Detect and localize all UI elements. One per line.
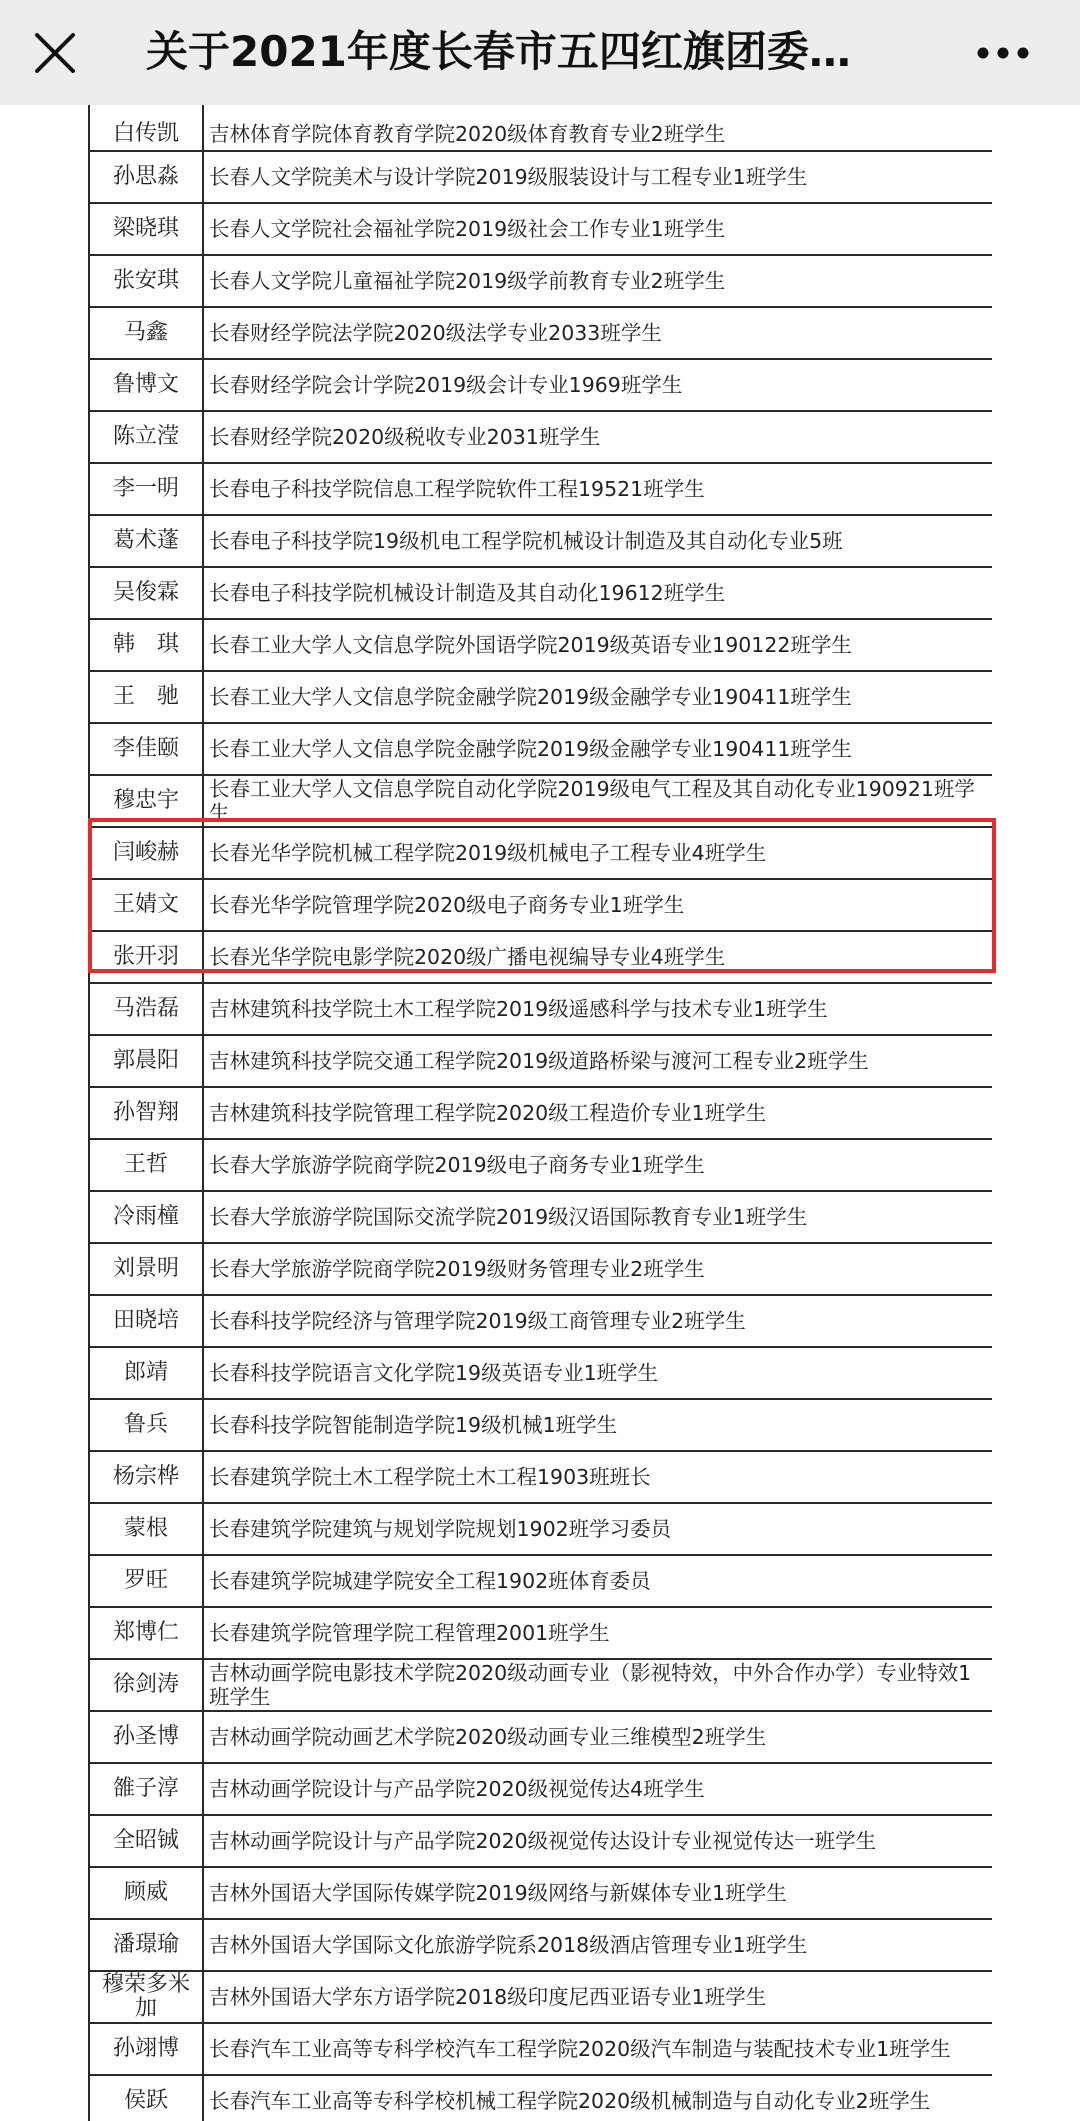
student-info-cell: 吉林建筑科技学院管理工程学院2020级工程造价专业1班学生 — [203, 1087, 992, 1139]
student-name-cell: 梁晓琪 — [89, 203, 203, 255]
student-info-cell: 长春人文学院社会福祉学院2019级社会工作专业1班学生 — [203, 203, 992, 255]
table-row — [89, 879, 992, 931]
table-row — [89, 2023, 992, 2075]
student-name-cell: 李一明 — [89, 463, 203, 515]
student-info-cell: 长春光华学院管理学院2020级电子商务专业1班学生 — [203, 879, 992, 931]
table-row — [89, 1087, 992, 1139]
student-name-cell: 田晓培 — [89, 1295, 203, 1347]
student-info-cell: 长春财经学院2020级税收专业2031班学生 — [203, 411, 992, 463]
student-name-cell: 闫峻赫 — [89, 827, 203, 879]
table-row — [89, 1451, 992, 1503]
student-info-cell: 吉林动画学院动画艺术学院2020级动画专业三维模型2班学生 — [203, 1711, 992, 1763]
table-row — [89, 411, 992, 463]
student-info-cell: 长春人文学院美术与设计学院2019级服装设计与工程专业1班学生 — [203, 151, 992, 203]
table-row — [89, 1711, 992, 1763]
table-row — [89, 619, 992, 671]
student-info-cell: 长春财经学院法学院2020级法学专业2033班学生 — [203, 307, 992, 359]
student-info-cell: 长春光华学院电影学院2020级广播电视编导专业4班学生 — [203, 931, 992, 983]
student-name-cell: 韩 琪 — [89, 619, 203, 671]
table-row — [89, 1607, 992, 1659]
student-info-cell: 长春建筑学院建筑与规划学院规划1902班学习委员 — [203, 1503, 992, 1555]
student-name-cell: 鲁兵 — [89, 1399, 203, 1451]
table-row — [89, 151, 992, 203]
student-info-cell: 吉林体育学院体育教育学院2020级体育教育专业2班学生 — [203, 105, 992, 151]
close-icon — [33, 31, 77, 75]
student-name-cell: 全昭铖 — [89, 1815, 203, 1867]
table-row — [89, 1659, 992, 1711]
student-info-cell: 长春科技学院智能制造学院19级机械1班学生 — [203, 1399, 992, 1451]
student-name-cell: 孙智翔 — [89, 1087, 203, 1139]
student-info-cell: 长春建筑学院城建学院安全工程1902班体育委员 — [203, 1555, 992, 1607]
table-row — [89, 1035, 992, 1087]
table-row — [89, 307, 992, 359]
student-info-cell: 长春电子科技学院19级机电工程学院机械设计制造及其自动化专业5班 — [203, 515, 992, 567]
student-info-cell: 长春科技学院语言文化学院19级英语专业1班学生 — [203, 1347, 992, 1399]
student-info-cell: 吉林动画学院设计与产品学院2020级视觉传达4班学生 — [203, 1763, 992, 1815]
student-name-cell: 王 驰 — [89, 671, 203, 723]
student-name-cell: 王哲 — [89, 1139, 203, 1191]
student-info-cell: 长春汽车工业高等专科学校机械工程学院2020级机械制造与自动化专业2班学生 — [203, 2075, 992, 2121]
table-row — [89, 1139, 992, 1191]
more-icon — [976, 46, 1030, 60]
student-info-cell: 长春工业大学人文信息学院自动化学院2019级电气工程及其自动化专业190921班学生 — [203, 775, 992, 827]
table-row — [89, 723, 992, 775]
student-name-cell: 孙思淼 — [89, 151, 203, 203]
student-info-cell: 吉林动画学院电影技术学院2020级动画专业（影视特效，中外合作办学）专业特效1班学生 — [203, 1659, 992, 1711]
student-info-cell: 长春人文学院儿童福祉学院2019级学前教育专业2班学生 — [203, 255, 992, 307]
table-row — [89, 1399, 992, 1451]
student-name-cell: 陈立滢 — [89, 411, 203, 463]
student-name-cell: 穆荣多米加 — [89, 1971, 203, 2023]
student-name-cell: 张开羽 — [89, 931, 203, 983]
student-name-cell: 吴俊霖 — [89, 567, 203, 619]
table-row — [89, 1555, 992, 1607]
student-name-cell: 罗旺 — [89, 1555, 203, 1607]
student-info-cell: 吉林动画学院设计与产品学院2020级视觉传达设计专业视觉传达一班学生 — [203, 1815, 992, 1867]
student-name-cell: 孙翊博 — [89, 2023, 203, 2075]
table-row — [89, 359, 992, 411]
table-row — [89, 105, 992, 151]
table-row — [89, 2075, 992, 2121]
table-row — [89, 827, 992, 879]
student-name-cell: 郭晨阳 — [89, 1035, 203, 1087]
student-info-cell: 吉林建筑科技学院交通工程学院2019级道路桥梁与渡河工程专业2班学生 — [203, 1035, 992, 1087]
table-row — [89, 983, 992, 1035]
student-info-cell: 长春工业大学人文信息学院金融学院2019级金融学专业190411班学生 — [203, 723, 992, 775]
student-info-cell: 长春电子科技学院机械设计制造及其自动化19612班学生 — [203, 567, 992, 619]
student-name-cell: 张安琪 — [89, 255, 203, 307]
student-name-cell: 徐剑涛 — [89, 1659, 203, 1711]
student-name-cell: 顾威 — [89, 1867, 203, 1919]
student-name-cell: 马鑫 — [89, 307, 203, 359]
student-info-cell: 吉林外国语大学国际传媒学院2019级网络与新媒体专业1班学生 — [203, 1867, 992, 1919]
table-row — [89, 1191, 992, 1243]
table-row — [89, 203, 992, 255]
student-name-cell: 刘景明 — [89, 1243, 203, 1295]
student-info-cell: 长春工业大学人文信息学院金融学院2019级金融学专业190411班学生 — [203, 671, 992, 723]
student-info-cell: 长春电子科技学院信息工程学院软件工程19521班学生 — [203, 463, 992, 515]
table-row — [89, 775, 992, 827]
page-title: 关于2021年度长春市五四红旗团委… — [146, 27, 851, 76]
student-name-cell: 雒子淳 — [89, 1763, 203, 1815]
student-info-cell: 吉林外国语大学东方语学院2018级印度尼西亚语专业1班学生 — [203, 1971, 992, 2023]
student-name-cell: 白传凯 — [89, 105, 203, 151]
table-row — [89, 1295, 992, 1347]
table-row — [89, 515, 992, 567]
student-name-cell: 葛术蓬 — [89, 515, 203, 567]
student-name-cell: 李佳颐 — [89, 723, 203, 775]
student-name-cell: 穆忠宇 — [89, 775, 203, 827]
table-row — [89, 671, 992, 723]
student-name-cell: 杨宗桦 — [89, 1451, 203, 1503]
student-info-cell: 长春大学旅游学院商学院2019级电子商务专业1班学生 — [203, 1139, 992, 1191]
table-row — [89, 1971, 992, 2023]
student-info-cell: 吉林建筑科技学院土木工程学院2019级遥感科学与技术专业1班学生 — [203, 983, 992, 1035]
student-info-cell: 长春光华学院机械工程学院2019级机械电子工程专业4班学生 — [203, 827, 992, 879]
table-row — [89, 1503, 992, 1555]
article-content[interactable] — [88, 105, 992, 2121]
student-name-cell: 蒙根 — [89, 1503, 203, 1555]
table-row — [89, 1919, 992, 1971]
honor-list-table — [88, 105, 992, 2121]
table-row — [89, 463, 992, 515]
table-row — [89, 1243, 992, 1295]
student-name-cell: 孙圣博 — [89, 1711, 203, 1763]
student-name-cell: 潘璟瑜 — [89, 1919, 203, 1971]
student-name-cell: 鲁博文 — [89, 359, 203, 411]
table-row — [89, 931, 992, 983]
student-info-cell: 长春汽车工业高等专科学校汽车工程学院2020级汽车制造与装配技术专业1班学生 — [203, 2023, 992, 2075]
table-row — [89, 1763, 992, 1815]
student-info-cell: 长春建筑学院管理学院工程管理2001班学生 — [203, 1607, 992, 1659]
student-name-cell: 马浩磊 — [89, 983, 203, 1035]
student-info-cell: 长春工业大学人文信息学院外国语学院2019级英语专业190122班学生 — [203, 619, 992, 671]
more-button[interactable] — [968, 24, 1038, 82]
top-bar — [0, 0, 1080, 105]
student-name-cell: 王婧文 — [89, 879, 203, 931]
student-info-cell: 长春建筑学院土木工程学院土木工程1903班班长 — [203, 1451, 992, 1503]
student-info-cell: 长春科技学院经济与管理学院2019级工商管理专业2班学生 — [203, 1295, 992, 1347]
table-row — [89, 567, 992, 619]
student-name-cell: 侯跃 — [89, 2075, 203, 2121]
table-row — [89, 255, 992, 307]
student-info-cell: 长春财经学院会计学院2019级会计专业1969班学生 — [203, 359, 992, 411]
close-button[interactable] — [26, 24, 84, 82]
student-name-cell: 郑博仁 — [89, 1607, 203, 1659]
table-row — [89, 1347, 992, 1399]
student-info-cell: 长春大学旅游学院商学院2019级财务管理专业2班学生 — [203, 1243, 992, 1295]
student-info-cell: 长春大学旅游学院国际交流学院2019级汉语国际教育专业1班学生 — [203, 1191, 992, 1243]
student-name-cell: 冷雨橦 — [89, 1191, 203, 1243]
student-info-cell: 吉林外国语大学国际文化旅游学院系2018级酒店管理专业1班学生 — [203, 1919, 992, 1971]
table-row — [89, 1815, 992, 1867]
table-row — [89, 1867, 992, 1919]
student-name-cell: 郎靖 — [89, 1347, 203, 1399]
